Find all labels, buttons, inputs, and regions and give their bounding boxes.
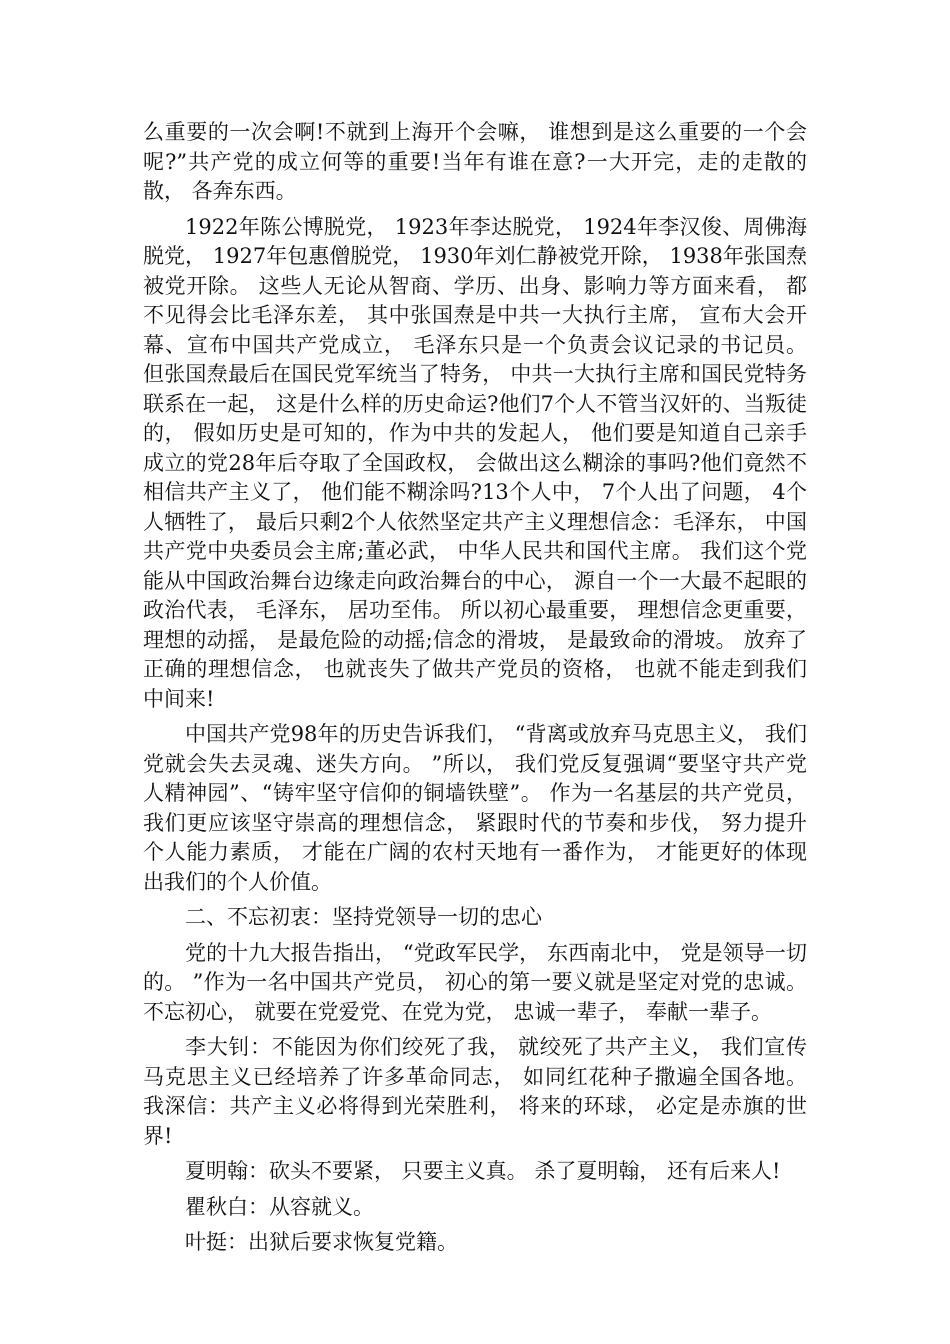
paragraph-ye-ting: 叶挺：出狱后要求恢复党籍。	[185, 1230, 458, 1254]
paragraph-nineteenth-congress: 党的十九大报告指出， “党政军民学， 东西南北中， 党是领导一切的。 ”作为一名中国共产党员， 初心的第一要义就是坚定对党的忠诚。不忘初心， 就要在党爱党、在党为党， 忠诚一辈子， 奉献一辈子。	[143, 940, 807, 1024]
paragraph-li-dazhao: 李大钊：不能因为你们绞死了我， 就绞死了共产主义， 我们宣传马克思主义已经培养了许多革命同志， 如同红花种子撒遍全国各地。 我深信：共产主义必将得到光荣胜利， 将来的环球， 必定是赤旗的世界!	[143, 1035, 807, 1148]
section-heading: 二、不忘初衷：坚持党领导一切的忠心	[185, 905, 542, 929]
paragraph-defectors: 1922年陈公博脱党， 1923年李达脱党， 1924年李汉俊、周佛海脱党， 1927年包惠僧脱党， 1930年刘仁静被党开除， 1938年张国焘被党开除。 这些人无论从智商、学历、出身、影响力等方面来看， 都不见得会比毛泽东差， 其中张国焘是中共一大执行主席， 宣布大会开幕、宣布中国共产党成立， 毛泽东只是一个负责会议记录的书记员。 但张国焘最后在国民党军统当了特务， 中共一大执行主席和国民党特务联系在一起， 这是什么样的历史命运?他们7个人不管当汉奸的、当叛徒的， 假如历史是可知的，作为中共的发起人， 他们要是知道自己亲手成立的党28年后夺取了全国政权， 会做出这么糊涂的事吗?他们竟然不相信共产主义了， 他们能不糊涂吗?13个人中， 7个人出了问题， 4个人牺牲了， 最后只剩2个人依然坚定共产主义理想信念：毛泽东， 中国共产党中央委员会主席;董必武， 中华人民共和国代主席。 我们这个党能从中国政治舞台边缘走向政治舞台的中心， 源自一个一大最不起眼的政治代表， 毛泽东， 居功至伟。 所以初心最重要， 理想信念更重要， 理想的动摇， 是最危险的动摇;信念的滑坡， 是最致命的滑坡。 放弃了正确的理想信念， 也就丧失了做共产党员的资格， 也就不能走到我们中间来!	[143, 214, 807, 711]
paragraph-xia-minghan: 夏明翰：砍头不要紧， 只要主义真。 杀了夏明翰， 还有后来人!	[185, 1159, 781, 1183]
paragraph-continuation: 么重要的一次会啊!不就到上海开个会嘛， 谁想到是这么重要的一个会呢?”共产党的成立何等的重要!当年有谁在意?一大开完，走的走散的散， 各奔东西。	[143, 120, 807, 203]
paragraph-party-history: 中国共产党98年的历史告诉我们， “背离或放弃马克思主义， 我们党就会失去灵魂、迷失方向。 ”所以， 我们党反复强调“要坚守共产党人精神园”、“铸牢坚守信仰的铜墙铁壁”。 作为一名基层的共产党员， 我们更应该坚守崇高的理想信念， 紧跟时代的节奏和步伐， 努力提升个人能力素质， 才能在广阔的农村天地有一番作为， 才能更好的体现出我们的个人价值。	[143, 722, 807, 894]
document-body	[143, 118, 807, 1264]
paragraph-qu-qiubai: 瞿秋白：从容就义。	[185, 1194, 374, 1219]
